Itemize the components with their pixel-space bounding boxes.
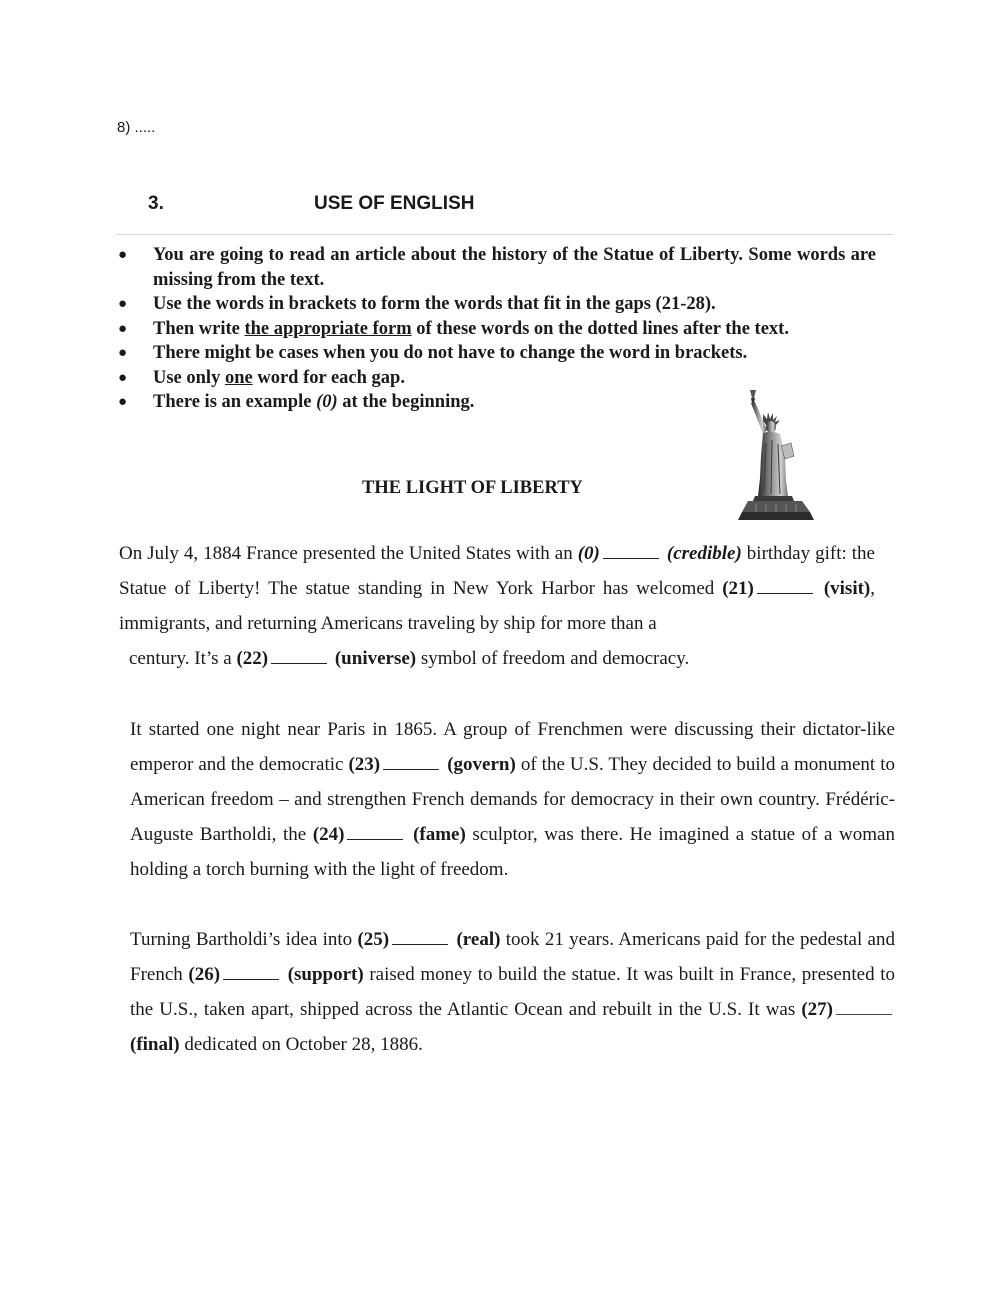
bullet-icon: ● <box>118 296 128 312</box>
article-title: THE LIGHT OF LIBERTY <box>362 478 583 498</box>
answer-gap <box>223 964 279 980</box>
section-title: USE OF ENGLISH <box>314 193 475 214</box>
instruction-item: ● Use only one word for each gap. <box>116 366 876 391</box>
article-paragraph-1: On July 4, 1884 France presented the United States with an (0) (credible) birthday gift: the Statue of Liberty! The statue standing in New York Harbor has welcomed (21) (visit), immigrants, and returning Americans traveling by ship for more than a century. It’s a (22) (universe) symbol of freedom and democracy. <box>119 543 875 669</box>
bullet-icon: ● <box>118 345 128 361</box>
bullet-icon: ● <box>118 369 128 386</box>
bullet-icon: ● <box>118 394 128 410</box>
article-paragraph-2: It started one night near Paris in 1865. A group of Frenchmen were discussing their dictator-like emperor and the democratic (23) (govern) of the U.S. They decided to build a monument to American freedom – and strengthen French demands for democracy in their own country. Frédéric-Auguste Bartholdi, the (24) (fame) sculptor, was there. He imagined a statue of a woman holding a torch burning with the light of freedom. <box>130 719 896 880</box>
instruction-item: ● There is an example (0) at the beginning. <box>116 390 876 415</box>
answer-gap <box>347 824 403 840</box>
instruction-item: ● You are going to read an article about the history of the Statue of Liberty. Some words are missing from the text. <box>118 245 876 290</box>
instruction-item: ● There might be cases when you do not have to change the word in brackets. <box>116 341 876 366</box>
statue-of-liberty-image <box>736 388 816 520</box>
answer-gap <box>757 578 813 594</box>
answer-gap <box>271 648 327 664</box>
previous-item-number: 8) ..... <box>117 119 156 136</box>
answer-gap <box>603 543 659 559</box>
bullet-icon: ● <box>118 247 128 263</box>
instruction-item: ● Use the words in brackets to form the words that fit in the gaps (21-28). <box>116 292 876 317</box>
answer-gap <box>392 929 448 945</box>
divider <box>116 234 894 235</box>
article-paragraph-3: Turning Bartholdi’s idea into (25) (real) took 21 years. Americans paid for the pedestal and French (26) (support) raised money to build the statue. It was built in France, presented to the U.S., taken apart, shipped across the Atlantic Ocean and rebuilt in the U.S. It was (27) (final) dedicated on October 28, 1886. <box>130 929 895 1055</box>
section-number: 3. <box>148 193 164 214</box>
answer-gap <box>836 999 892 1015</box>
answer-gap <box>383 754 439 770</box>
bullet-icon: ● <box>118 320 128 337</box>
instruction-item: ● Then write the appropriate form of these words on the dotted lines after the text. <box>116 317 876 342</box>
